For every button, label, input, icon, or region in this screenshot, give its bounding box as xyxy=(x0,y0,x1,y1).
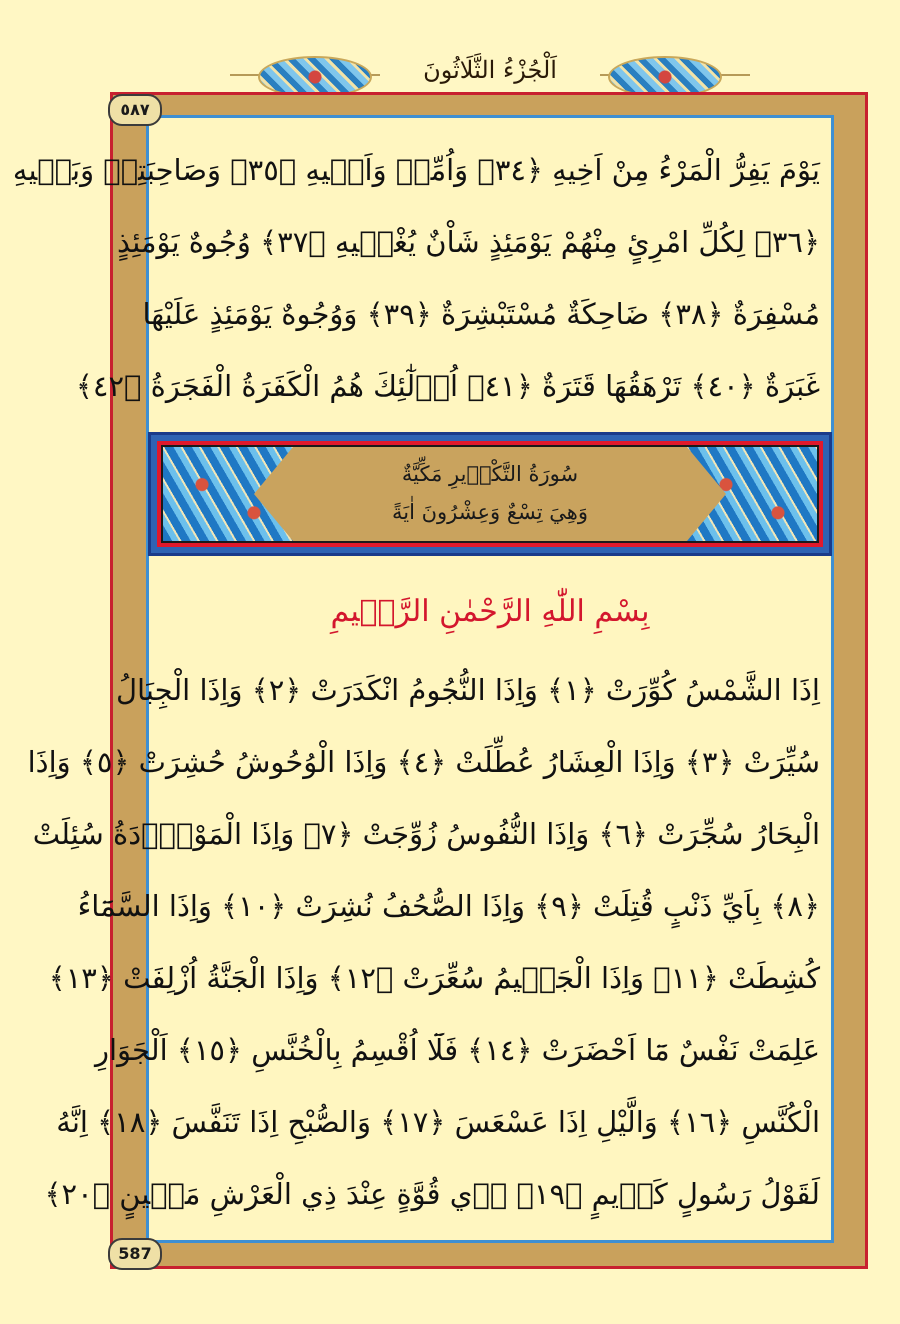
verse-line: كُشِطَتْ ﴿١١﴾ وَاِذَا الْجَح۪يمُ سُعِّرَتْ ﴿١٢﴾ وَاِذَا الْجَنَّةُ اُزْلِفَتْ ﴿١٣﴾ xyxy=(48,961,820,995)
basmala xyxy=(160,582,820,642)
verse-line: غَبَرَةٌ ﴿٤٠﴾ تَرْهَقُهَا قَتَرَةٌ ﴿٤١﴾ اُو۬لٰٓئِكَ هُمُ الْكَفَرَةُ الْفَجَرَةُ ﴿٤٢﴾ xyxy=(75,369,820,403)
basmala-text: بِسْمِ اللّٰهِ الرَّحْمٰنِ الرَّح۪يمِ xyxy=(323,594,658,629)
verse-line: لَقَوْلُ رَسُولٍ كَر۪يمٍ ﴿١٩﴾ ذ۪ي قُوَّةٍ عِنْدَ ذِي الْعَرْشِ مَك۪ينٍ ﴿٢٠﴾ xyxy=(44,1177,820,1211)
page-number-top: ٥٨٧ xyxy=(108,94,162,126)
verse-line: الْبِحَارُ سُجِّرَتْ ﴿٦﴾ وَاِذَا النُّفُوسُ زُوِّجَتْ ﴿٧﴾ وَاِذَا الْمَوْؤُ۫دَةُ سُئِلَتْ xyxy=(32,817,820,851)
verse-line: عَلِمَتْ نَفْسٌ مَٓا اَحْضَرَتْ ﴿١٤﴾ فَلَٓا اُقْسِمُ بِالْخُنَّسِ ﴿١٥﴾ اَلْجَوَارِ xyxy=(94,1033,820,1067)
verse-line: مُسْفِرَةٌ ﴿٣٨﴾ ضَاحِكَةٌ مُسْتَبْشِرَةٌ ﴿٣٩﴾ وَوُجُوهٌ يَوْمَئِذٍ عَلَيْهَا xyxy=(142,297,820,331)
surah-name: سُورَةُ التَّكْو۪يرِ مَكِّيَّةٌ xyxy=(401,462,579,486)
surah-header-panel xyxy=(148,432,832,556)
verse-line: ﴿٣٦﴾ لِكُلِّ امْرِئٍ مِنْهُمْ يَوْمَئِذٍ شَاْنٌ يُغْن۪يهِ ﴿٣٧﴾ وُجُوهٌ يَوْمَئِذٍ xyxy=(117,225,820,259)
page-number-bottom: 587 xyxy=(108,1238,162,1270)
surah-verse-count: وَهِيَ تِسْعٌ وَعِشْرُونَ اٰيَةً xyxy=(392,500,588,524)
surah-cartouche xyxy=(161,445,819,543)
verse-line: يَوْمَ يَفِرُّ الْمَرْءُ مِنْ اَخِيهِ ﴿٣٤﴾ وَاُمِّه۪ وَاَب۪يهِ ﴿٣٥﴾ وَصَاحِبَتِه۪ وَبَن۪يهِ xyxy=(12,153,820,187)
verse-line: ﴿٨﴾ بِاَيِّ ذَنْبٍ قُتِلَتْ ﴿٩﴾ وَاِذَا الصُّحُفُ نُشِرَتْ ﴿١٠﴾ وَاِذَا السَّمَٓاءُ xyxy=(77,889,820,923)
verse-line: اِذَا الشَّمْسُ كُوِّرَتْ ﴿١﴾ وَاِذَا النُّجُومُ انْكَدَرَتْ ﴿٢﴾ وَاِذَا الْجِبَالُ xyxy=(115,673,820,707)
verse-line: سُيِّرَتْ ﴿٣﴾ وَاِذَا الْعِشَارُ عُطِّلَتْ ﴿٤﴾ وَاِذَا الْوُحُوشُ حُشِرَتْ ﴿٥﴾ وَاِذَا xyxy=(27,745,820,779)
juz-title: اَلْجُزْءُ الثَّلَاثُونَ xyxy=(380,56,600,84)
illumination-right-icon xyxy=(687,447,817,541)
illumination-left-icon xyxy=(163,447,293,541)
verse-line: الْكُنَّسِ ﴿١٦﴾ وَالَّيْلِ اِذَا عَسْعَسَ ﴿١٧﴾ وَالصُّبْحِ اِذَا تَنَفَّسَ ﴿١٨﴾ اِنَّهُ xyxy=(56,1105,820,1139)
